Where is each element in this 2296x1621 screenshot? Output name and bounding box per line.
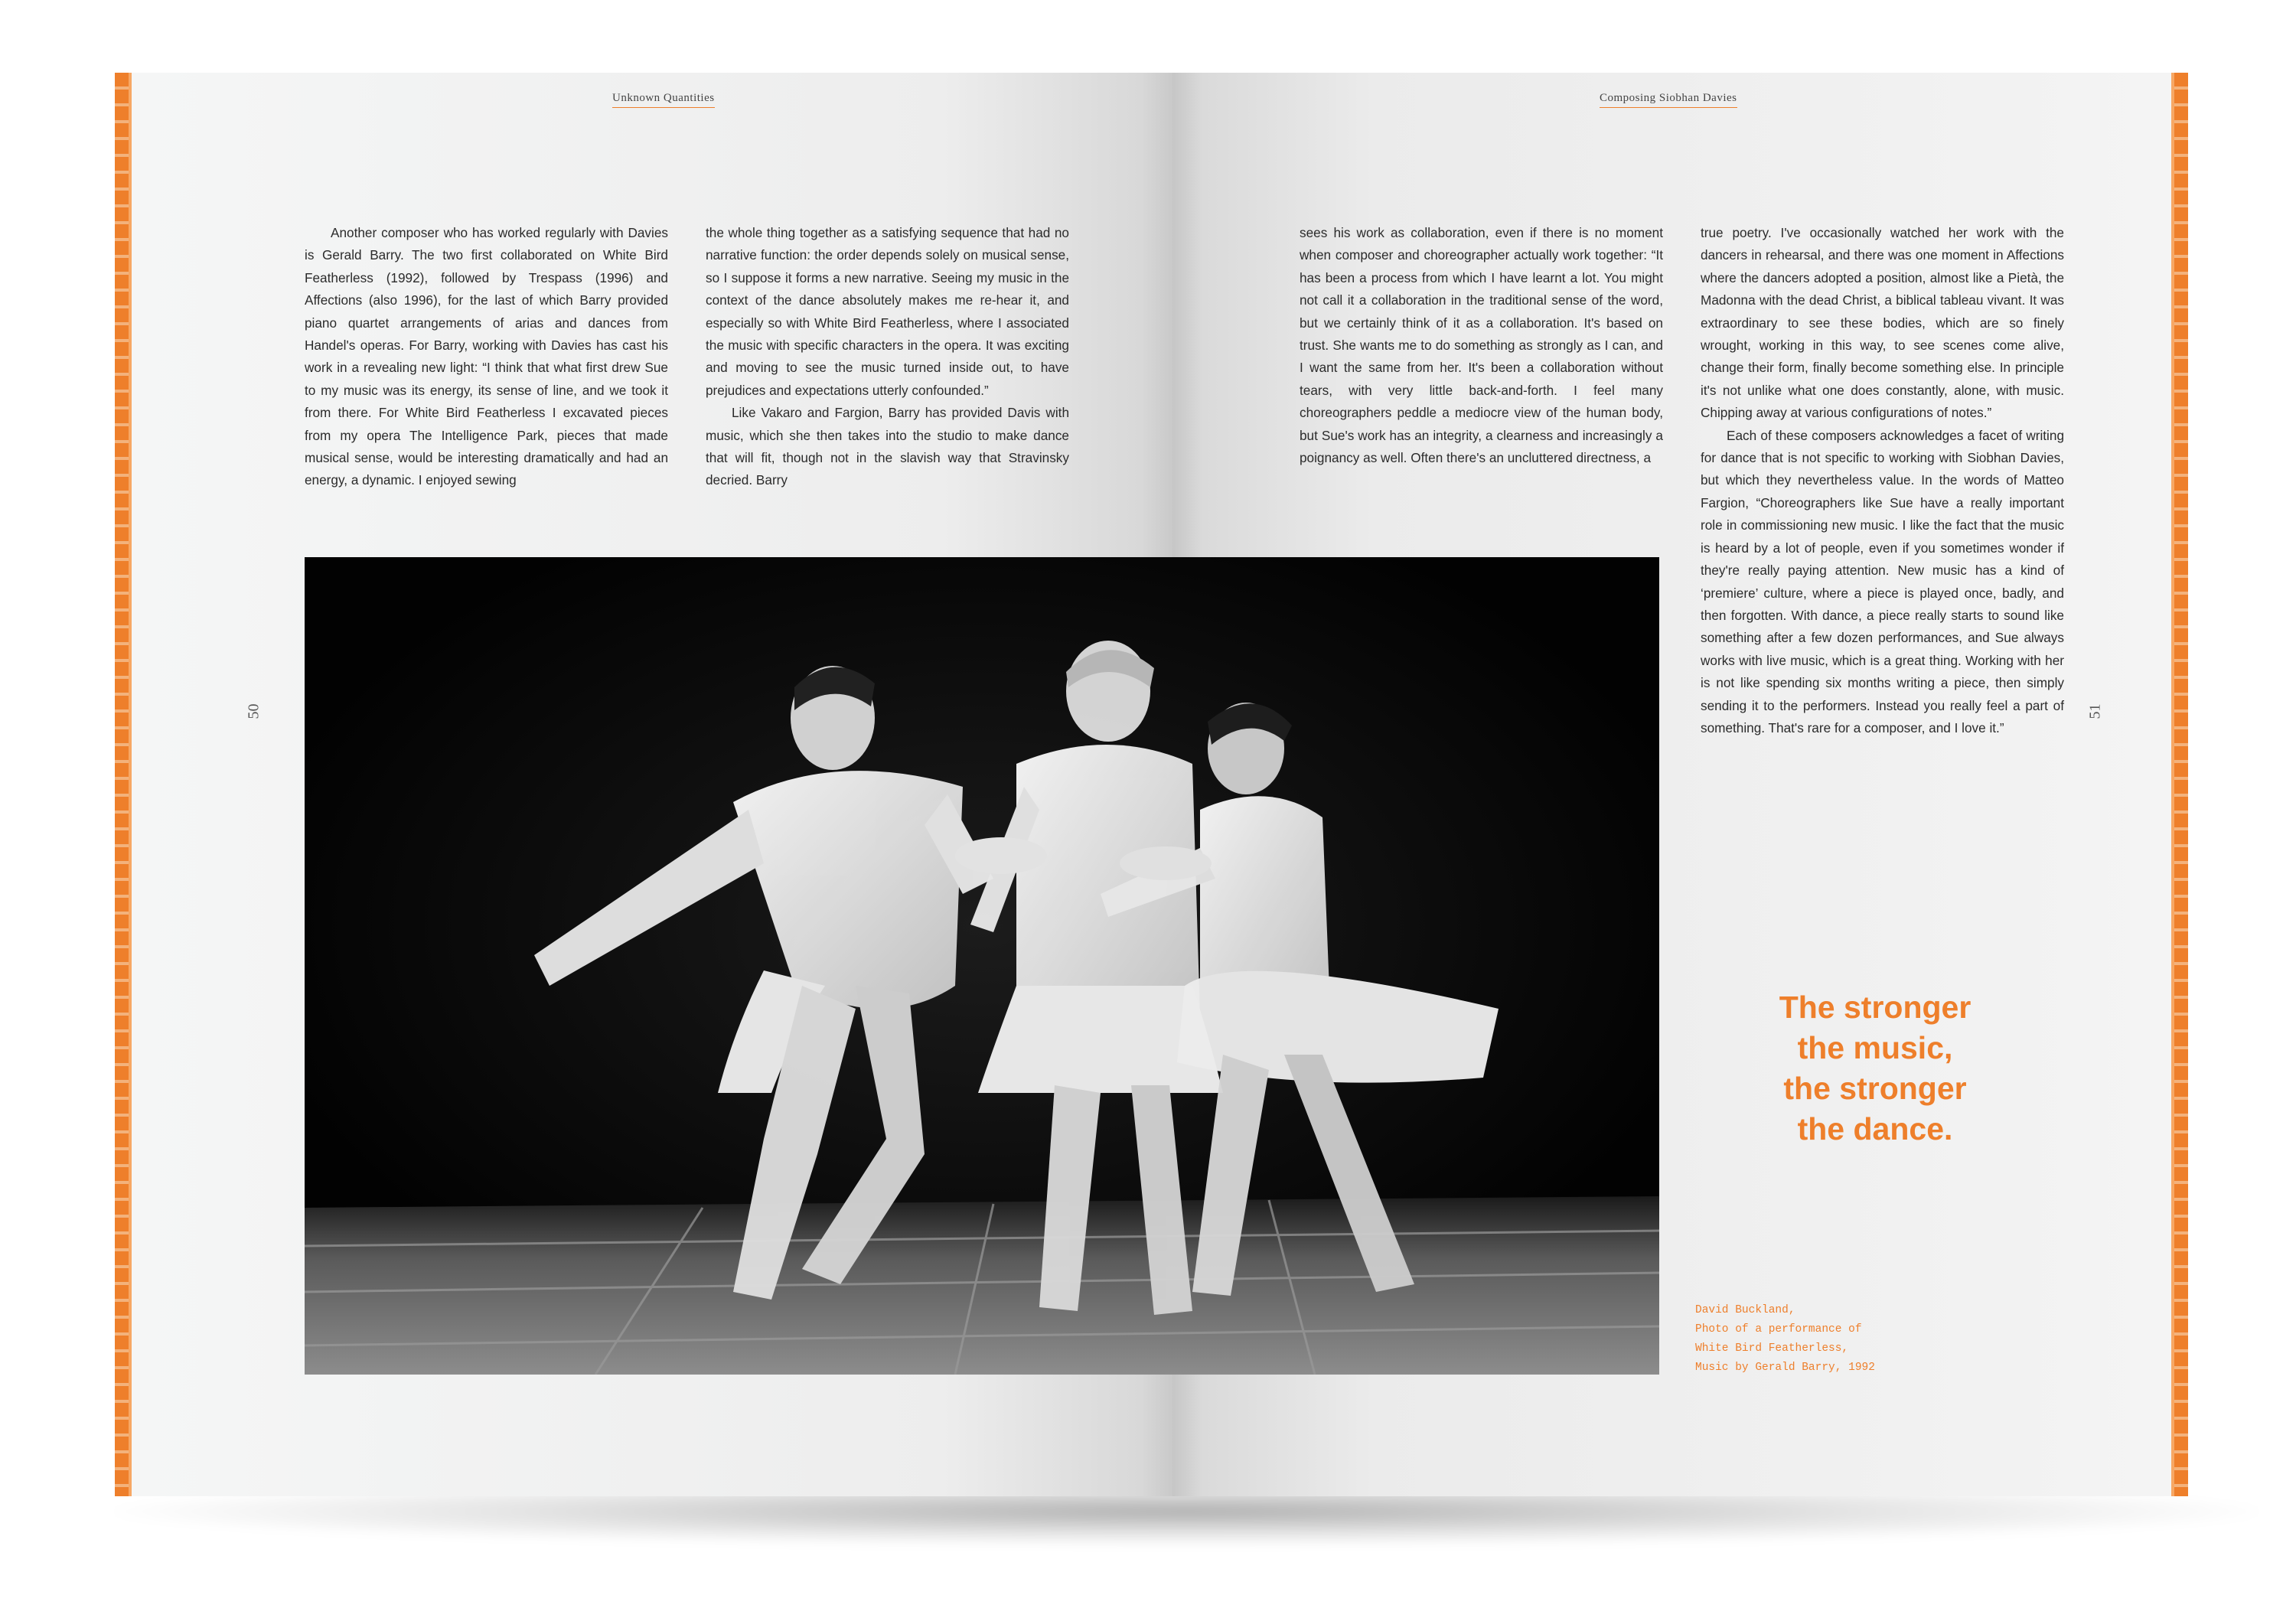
page-number-right: 51 xyxy=(2086,703,2104,719)
page-edge-right xyxy=(2171,73,2188,1496)
running-head-left: Unknown Quantities xyxy=(612,92,715,108)
right-column-1 xyxy=(1300,222,1663,469)
pull-quote-line: The stronger xyxy=(1779,990,1971,1025)
left-column-2 xyxy=(706,222,1069,492)
paragraph: Another composer who has worked regularly with Davies is Gerald Barry. The two first collaborated on White Bird Featherless (1992), followed by Trespass (1996) and Affections (also 1996), for the last of which Barry provided piano quartet arrangements of arias and dances from Handel's operas. For Barry, working with Davies has cast his work in a revealing new light: “I think that what first drew Sue to my music was its energy, its sense of line, and we took it from there. For White Bird Featherless I excavated pieces from my opera The Intelligence Park, pieces that made musical sense, would be interesting dramatically and had an energy, a dynamic. I enjoyed sewing xyxy=(305,225,668,488)
caption-line: Photo of a performance of xyxy=(1695,1323,1862,1336)
paragraph: the whole thing together as a satisfying sequence that had no narrative function: the order depends solely on musical sense, so I suppose it forms a new narrative. Seeing my music in the context of the dance absolutely makes me re-hear it, and especially so with White Bird Featherless, where I associated the music with specific characters in the opera. It was exciting and moving to see the music turned inside out, to have prejudices and expectations utterly confounded.” xyxy=(706,225,1069,398)
paragraph: Each of these composers acknowledges a facet of writing for dance that is not specific to working with Siobhan Davies, but which they nevertheless value. In the words of Matteo Fargion, “Choreographers like Sue have a really important role in commissioning new music. I like the fact that the music is heard by a lot of people, even if you sometimes wonder if they're really paying attention. New music has a kind of ‘premiere’ culture, where a piece is played once, badly, and then forgotten. With dance, a piece really starts to sound like something after a few dozen performances, and Sue always works with live music, which is a great thing. Working with her is not like spending six months writing a piece, then simply sending it to the performers. Instead you really feel a part of something. That's rare for a composer, and I love it.” xyxy=(1701,427,2064,735)
dancers-photo xyxy=(305,557,1659,1375)
running-head-right: Composing Siobhan Davies xyxy=(1600,92,1737,108)
caption-line: White Bird Featherless, xyxy=(1695,1342,1849,1355)
paragraph: Like Vakaro and Fargion, Barry has provided Davis with music, which she then takes into the studio to make dance that will fit, though not in the slavish way that Stravinsky decried. Barry xyxy=(706,405,1069,488)
dancers-photo-illustration xyxy=(305,557,1659,1375)
paragraph: true poetry. I've occasionally watched her work with the dancers in rehearsal, and there was one moment in Affections where the dancers adopted a position, almost like a Pietà, the Madonna with the dead Christ, a biblical tableau vivant. It was extraordinary to see these bodies, which are so finely wrought, working in this way, to see scenes come alive, change their form, finally become something else. In principle it's not unlike what one does constantly, alone, with music. Chipping away at various configurations of notes.” xyxy=(1701,225,2064,421)
pull-quote-line: the stronger xyxy=(1783,1071,1967,1106)
caption-line: David Buckland, xyxy=(1695,1304,1795,1316)
paragraph: sees his work as collaboration, even if there is no moment when composer and choreographer actually work together: “It has been a process from which I have learnt a lot. You might not call it a collaboration in the traditional sense of the word, but we certainly think of it as a collaboration. It's based on trust. She wants me to do something as strongly as I can, and I want the same from her. It's been a collaboration without tears, with very little back-and-forth. I feel many choreographers peddle a mediocre view of the human body, but Sue's work has an integrity, a clearness and increasingly a poignancy as well. Often there's an uncluttered directness, a xyxy=(1300,225,1663,466)
left-column-1 xyxy=(305,222,668,492)
pull-quote-line: the dance. xyxy=(1797,1111,1953,1146)
page-edge-left xyxy=(115,73,132,1496)
right-column-2 xyxy=(1701,222,2064,739)
caption-line: Music by Gerald Barry, 1992 xyxy=(1695,1362,1875,1374)
page-number-left: 50 xyxy=(245,703,263,719)
photo-caption xyxy=(1695,1301,1986,1378)
pull-quote xyxy=(1730,987,2020,1150)
pull-quote-line: the music, xyxy=(1797,1030,1953,1065)
